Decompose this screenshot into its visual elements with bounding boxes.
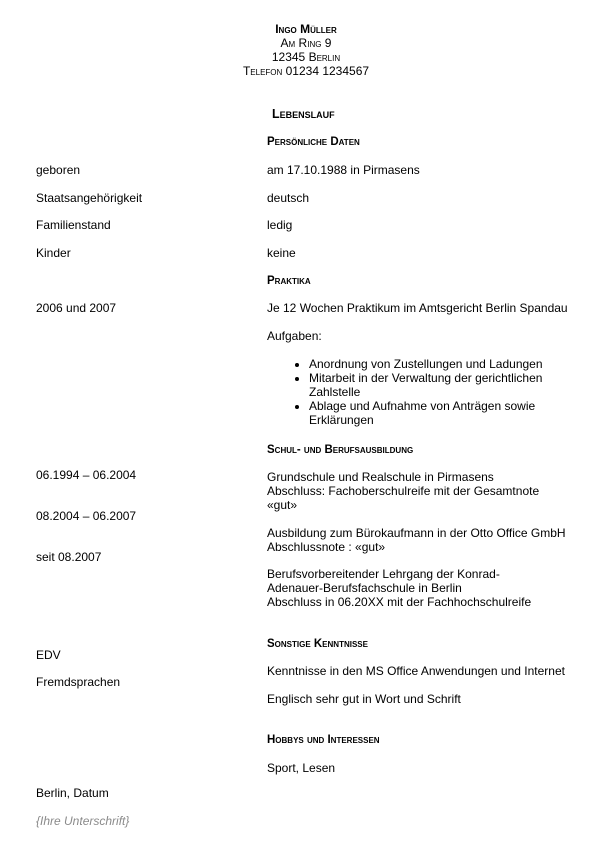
education-result: Abschluss: Fachoberschulreife mit der Gesamtnote «gut» bbox=[267, 484, 540, 512]
label-marital-status: Familienstand bbox=[36, 218, 111, 232]
education-school: Berufsvorbereitender Lehrgang der Konrad-Adenauer-Berufsfachschule in Berlin bbox=[267, 567, 500, 595]
education-period: seit 08.2007 bbox=[36, 550, 102, 564]
value-nationality: deutsch bbox=[267, 191, 310, 205]
task-item: • Ablage und Aufnahme von Anträgen sowie Erklärungen bbox=[309, 399, 579, 427]
education-entry bbox=[267, 526, 575, 554]
applicant-name: Ingo Müller bbox=[275, 22, 337, 36]
section-heading-education: Schul- und Berufsausbildung bbox=[267, 444, 414, 456]
internship-description: Je 12 Wochen Praktikum im Amtsgericht Berlin Spandau bbox=[267, 301, 568, 315]
task-list bbox=[287, 357, 579, 427]
page-title: Lebenslauf bbox=[272, 107, 335, 121]
task-item: • Mitarbeit in der Verwaltung der gerichtlichen Zahlstelle bbox=[309, 371, 579, 399]
education-entry bbox=[267, 567, 537, 609]
phone: Telefon 01234 1234567 bbox=[242, 64, 370, 78]
section-heading-hobbies: Hobbys und Interessen bbox=[267, 734, 380, 746]
section-heading-skills: Sonstige Kenntnisse bbox=[267, 638, 368, 650]
label-languages: Fremdsprachen bbox=[36, 675, 121, 689]
education-period: 08.2004 – 06.2007 bbox=[36, 509, 137, 523]
value-it-skills: Kenntnisse in den MS Office Anwendungen und Internet bbox=[267, 664, 565, 678]
label-nationality: Staatsangehörigkeit bbox=[36, 191, 143, 205]
education-school: Grundschule und Realschule in Pirmasens bbox=[267, 470, 494, 484]
task-item: • Anordnung von Zustellungen und Ladungen bbox=[309, 357, 579, 371]
tasks-label: Aufgaben: bbox=[267, 329, 322, 343]
address-street: Am Ring 9 bbox=[280, 36, 332, 50]
internship-period: 2006 und 2007 bbox=[36, 301, 117, 315]
place-date: Berlin, Datum bbox=[36, 786, 109, 800]
address-city: 12345 Berlin bbox=[271, 50, 341, 64]
value-marital-status: ledig bbox=[267, 218, 293, 232]
education-school: Ausbildung zum Bürokaufmann in der Otto Office GmbH bbox=[267, 526, 566, 540]
education-period: 06.1994 – 06.2004 bbox=[36, 468, 137, 482]
section-heading-personal: Persönliche Daten bbox=[267, 136, 360, 148]
signature-placeholder: {Ihre Unterschrift} bbox=[36, 814, 130, 828]
education-result: Abschluss in 06.20XX mit der Fachhochschulreife bbox=[267, 595, 532, 609]
education-entry bbox=[267, 470, 567, 512]
education-result: Abschlussnote : «gut» bbox=[267, 540, 386, 554]
value-hobbies: Sport, Lesen bbox=[267, 761, 336, 775]
label-children: Kinder bbox=[36, 246, 71, 260]
label-born: geboren bbox=[36, 163, 81, 177]
value-born: am 17.10.1988 in Pirmasens bbox=[267, 163, 420, 177]
label-it-skills: EDV bbox=[36, 648, 61, 662]
value-children: keine bbox=[267, 246, 296, 260]
section-heading-internships: Praktika bbox=[267, 275, 311, 287]
value-languages: Englisch sehr gut in Wort und Schrift bbox=[267, 692, 461, 706]
